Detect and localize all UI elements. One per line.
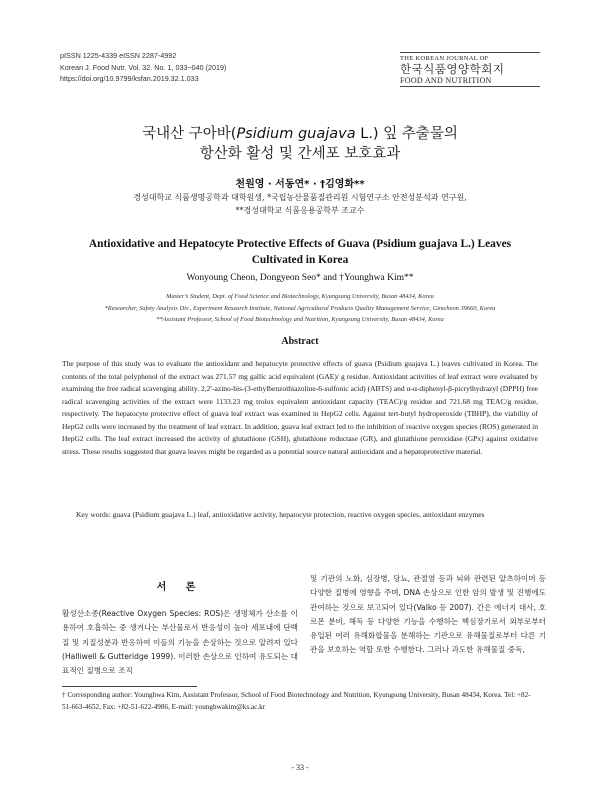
english-affiliations bbox=[0, 291, 600, 326]
english-title-line1: Antioxidative and Hepatocyte Protective Effects of Guava (Psidium guajava L.) Leaves bbox=[88, 238, 512, 250]
page-number: - 33 - bbox=[291, 763, 309, 772]
korean-title-scientific-name: Psidium guajava bbox=[236, 126, 356, 142]
issn-line: pISSN 1225-4339 eISSN 2287-4992 bbox=[60, 51, 177, 60]
korean-title bbox=[0, 124, 600, 164]
korean-affiliations bbox=[0, 192, 600, 217]
english-title bbox=[0, 236, 600, 268]
intro-paragraph-right: 및 기관의 노화, 심장병, 당뇨, 관절염 등과 뇌와 관련된 알츠하이머 등 다양한 질병에 영향을 주며, DNA 손상으로 인한 암의 발생 및 진행에도 관여하는 것으로 보고되어 있다(Valko 등 2007). 간은 에너지 대사, 호르몬 분비, 해독 등 다양한 기능을 수행하는 핵심장기로서 외부로부터 유입된 여러 유해화합물을 분해하는 기관으로 유해물질로부터 다른 기관을 보호하는 역할 또한 수행한다. 그러나 과도한 유해물질 중독, bbox=[310, 574, 546, 655]
intro-column-left bbox=[62, 572, 298, 678]
abstract-body bbox=[62, 358, 538, 458]
journal-rule-bottom bbox=[400, 86, 540, 87]
english-affiliation-1: Master’s Student, Dept. of Food Science and Biotechnology, Kyungsung University, Busan 48434, Korea bbox=[166, 293, 434, 300]
korean-affiliation-line1: 경성대학교 식품생명공학과 대학원생, *국립농산물품질관리원 시험연구소 안전성분석과 연구원, bbox=[133, 193, 467, 202]
korean-title-line1 bbox=[0, 124, 600, 144]
abstract-text: The purpose of this study was to evaluate the antioxidant and hepatocyte protective effects of guava (Psidium guajava L.) leaves cultivated in Korea. The contents of the total polyphenol of the extract was 271.57 mg gallic acid equivalent (GAE)/ g residue. Antioxidant activities of leaf extract were evaluated by examining the free radical scavenging ability. 2,2′-azino-bis-(3-ethylbenzothiazoline-6-sulfonic acid) (ABTS) and α-α-diphenyl-β-picrylhydrazyl (DPPH) free radical scavenging activities of the extract were 1133.23 mg trolox equivalent antioxidant capacity (TEAC)/g residue and 721.68 mg TEAC/g residue, respectively. The hepatocyte protective effect of guava leaf extract was examined in HepG2 cells. Against tert-butyl hydroperoxide (TBHP), the viability of HepG2 cells were increased by the treatment of leaf extract. In addition, guava leaf extract led to the inhibition of reactive oxygen species (ROS) generated in HepG2 cells. The leaf extract increased the activity of glutathione (GSH), glutathione reductase (GR), and glutathione peroxidase (GPx) against oxidative stress. These results suggested that guava leaves might be regarded as a potential source natural antioxidant and a hepatoprotective material. bbox=[62, 359, 538, 456]
korean-title-pre: 국내산 구아바( bbox=[142, 126, 237, 142]
korean-title-post: L.) 잎 추출물의 bbox=[355, 126, 458, 142]
keywords-label: Key words: bbox=[76, 510, 111, 519]
corresponding-author-footnote: † Corresponding author: Younghwa Kim, Assistant Professor, School of Food Biotechnology and Nutrition, Kyungsung University, Busan 48434, Korea. Tel: +82-51-663-4652, Fax: +82-51-622-4986, E-mail: younghwakim@ks.ac.kr bbox=[62, 691, 531, 711]
keywords-text: guava (Psidium guajava L.) leaf, antioxidative activity, hepatocyte protection, reactive oxygen species, antioxidant enzymes bbox=[112, 510, 485, 519]
journal-rule-top bbox=[400, 52, 540, 53]
citation-line: Korean J. Food Nutr. Vol. 32. No. 1, 033~040 (2019) bbox=[60, 62, 227, 72]
journal-logo bbox=[400, 52, 540, 87]
abstract-heading: Abstract bbox=[281, 336, 319, 347]
english-authors: Wonyoung Cheon, Dongyeon Seo* and †Younghwa Kim** bbox=[186, 273, 414, 283]
journal-meta bbox=[60, 50, 226, 85]
journal-name-kr: 한국식품영양학회지 bbox=[400, 62, 505, 76]
doi-link[interactable]: https://doi.org/10.9799/ksfan.2019.32.1.033 bbox=[60, 74, 199, 83]
journal-name-en-top: THE KOREAN JOURNAL OF bbox=[400, 55, 489, 62]
footnote-rule bbox=[62, 686, 197, 687]
journal-name-en-bottom: FOOD AND NUTRITION bbox=[400, 76, 492, 85]
intro-paragraph-left: 활성산소종(Reactive Oxygen Species: ROS)은 생명체가 산소를 이용하여 호흡하는 중 생겨나는 부산물로서 반응성이 높아 세포내에 단백질 및 지질성분과 반응하여 이들의 기능을 손상하는 것으로 알려져 있다(Halliwell & Gutteridge 1999). 이러한 손상으로 인하여 유도되는 대표적인 질병으로 조직 bbox=[62, 609, 298, 676]
korean-authors: 천원영 · 서동연* · †김영화** bbox=[235, 179, 365, 190]
keywords bbox=[76, 509, 538, 522]
english-affiliation-3: **Assistant Professor, School of Food Biotechnology and Nutrition, Kyungsung University, Busan 48434, Korea bbox=[156, 316, 444, 323]
intro-column-right bbox=[310, 572, 546, 658]
korean-title-line2: 항산화 활성 및 간세포 보호효과 bbox=[199, 146, 401, 162]
korean-affiliation-line2: **경성대학교 식품응용공학부 조교수 bbox=[235, 205, 365, 215]
intro-heading: 서 론 bbox=[156, 582, 204, 593]
english-title-line2: Cultivated in Korea bbox=[251, 254, 349, 266]
english-affiliation-2: *Researcher, Safety Analysis Div., Experiment Research Institute, National Agricultural Products Quality Management Service, Gimcheon 39660, Korea bbox=[104, 304, 496, 312]
